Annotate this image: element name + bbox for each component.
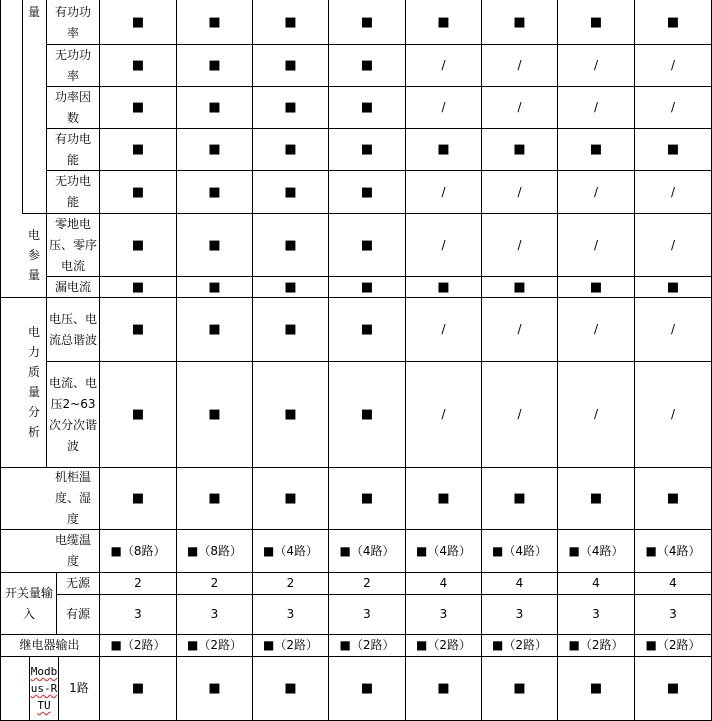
group-label-modbus: Modbus-RTU [30,665,58,712]
table-cell: ■ [284,237,297,253]
table-cell: ■ [284,681,297,696]
table-cell: ■ [437,279,450,295]
table-cell: ■（4路） [568,543,624,558]
group-label-power-quality: 电 力 质 量 分 析 [27,325,40,439]
table-cell: / [670,407,676,421]
table-cell: 3 [286,607,295,621]
table-cell: ■ [284,407,297,422]
table-cell: ■ [589,15,603,30]
table-cell: ■（8路） [110,543,166,558]
group-label-electrical-params: 电 参 量 [27,228,40,282]
table-cell: ■ [208,100,221,115]
table-cell: / [441,237,446,252]
table-cell: ■ [513,279,526,295]
table-cell: ■（2路） [492,638,547,652]
table-cell: / [517,322,522,336]
table-cell: ■ [666,681,680,696]
table-cell: ■ [589,279,603,295]
group-label-switch-input: 开关量输入 [4,586,53,621]
table-cell: ■ [208,407,221,422]
table-cell: / [670,184,676,199]
table-cell: ■ [360,184,374,200]
table-cell: / [593,322,599,336]
table-cell: ■ [666,491,680,506]
table-cell: ■ [284,15,297,30]
table-cell: / [517,58,522,72]
table-cell: ■ [131,237,145,253]
table-cell: ■ [284,58,297,73]
table-cell: / [517,407,522,421]
table-cell: ■ [131,184,145,200]
table-cell: ■ [131,15,145,30]
table-cell: 3 [515,607,524,621]
table-cell: 4 [592,576,600,590]
table-cell: ■ [666,15,680,30]
table-cell: ■ [589,142,603,157]
row-label: 有功功率 [54,4,91,40]
table-cell: ■（2路） [339,638,395,652]
table-cell: 4 [669,576,677,590]
table-cell: ■（4路） [416,543,471,558]
table-cell: ■ [208,491,221,506]
row-label: 有源 [65,607,90,621]
table-cell: 3 [134,607,142,621]
table-cell: ■ [437,681,450,696]
table-cell: ■ [360,407,374,422]
table-cell: 2 [363,576,371,590]
table-cell: ■ [437,15,450,30]
row-label: 1路 [69,681,89,695]
table-cell: ■ [360,100,374,115]
table-cell: ■（8路） [187,543,242,558]
table-cell: 2 [134,576,142,590]
table-cell: ■ [131,142,145,157]
table-cell: ■ [360,491,374,506]
table-cell: ■ [208,184,221,200]
table-cell: ■ [666,142,680,157]
table-cell: ■ [589,681,603,696]
table-cell: 2 [286,576,295,590]
table-cell: / [593,100,599,114]
table-cell: ■ [589,491,603,506]
table-cell: ■（4路） [645,543,701,558]
row-label: 电流、电压2~63次分次谐波 [49,375,98,453]
row-label: 电缆温度 [54,533,91,568]
table-cell: ■ [284,184,297,200]
row-label: 机柜温度、湿度 [54,470,91,526]
table-cell: ■ [208,279,221,295]
table-cell: ■（4路） [263,543,318,558]
table-cell: / [441,100,446,114]
row-label: 漏电流 [54,279,91,294]
table-cell: ■ [360,681,374,696]
row-label: 电压、电流总谐波 [49,311,98,347]
table-cell: ■ [666,279,680,295]
table-cell: ■ [360,237,374,253]
table-cell: ■（4路） [339,543,395,558]
table-cell: ■ [437,491,450,506]
row-label: 无功电能 [54,174,91,209]
table-cell: / [670,100,676,114]
table-cell: ■（4路） [492,543,547,558]
table-cell: ■ [208,681,221,696]
group-label-fragment: 量 [27,4,40,19]
group-label-relay-output: 继电器输出 [19,637,80,652]
table-cell: ■（2路） [110,638,166,652]
table-cell: 3 [210,607,219,621]
table-cell: 4 [439,576,448,590]
row-label: 零地电压、零序电流 [49,216,98,273]
table-cell: / [441,407,446,421]
table-cell: 3 [439,607,448,621]
table-cell: ■ [437,142,450,157]
table-cell: ■（2路） [416,638,471,652]
table-cell: / [441,322,446,336]
table-cell: / [517,100,522,114]
table-cell: ■ [131,491,145,506]
table-cell: 3 [669,607,677,621]
table-cell: ■ [360,15,374,30]
table-cell: ■（2路） [568,638,624,652]
table-cell: 2 [210,576,219,590]
row-label: 无源 [65,576,90,590]
table-cell: ■ [208,58,221,73]
table-cell: / [593,407,599,421]
table-cell: ■ [131,681,145,696]
table-cell: / [441,58,446,72]
table-cell: ■ [131,279,145,295]
table-cell: ■（2路） [645,638,701,652]
table-cell: ■ [360,322,374,337]
row-label: 功率因数 [54,89,91,125]
table-cell: / [670,237,676,252]
table-cell: ■ [208,237,221,253]
table-cell: / [670,322,676,336]
table-cell: 4 [515,576,524,590]
table-cell: ■ [284,142,297,157]
row-label: 无功功率 [54,47,91,83]
table-cell: ■ [284,491,297,506]
table-cell: ■（2路） [187,638,242,652]
table-cell: ■ [208,322,221,337]
table-cell: ■ [513,142,526,157]
table-cell: / [593,184,599,199]
table-cell: ■ [513,681,526,696]
table-cell: / [593,237,599,252]
table-cell: ■ [284,279,297,295]
table-cell: ■ [131,407,145,422]
table-cell: ■ [513,491,526,506]
table-cell: ■ [131,58,145,73]
table-cell: / [593,58,599,72]
table-cell: 3 [363,607,371,621]
table-cell: ■ [360,142,374,157]
table-cell: ■ [360,58,374,73]
table-cell: 3 [592,607,600,621]
table-cell: ■（2路） [263,638,318,652]
table-cell: ■ [360,279,374,295]
row-label: 有功电能 [54,131,91,167]
table-cell: ■ [513,15,526,30]
table-cell: / [517,237,522,252]
table-cell: ■ [208,15,221,30]
table-cell: / [441,184,446,199]
table-cell: ■ [284,100,297,115]
table-cell: ■ [208,142,221,157]
table-cell: ■ [131,100,145,115]
table-cell: ■ [284,322,297,337]
table-cell: / [670,58,676,72]
table-cell: / [517,184,522,199]
table-cell: ■ [131,322,145,337]
